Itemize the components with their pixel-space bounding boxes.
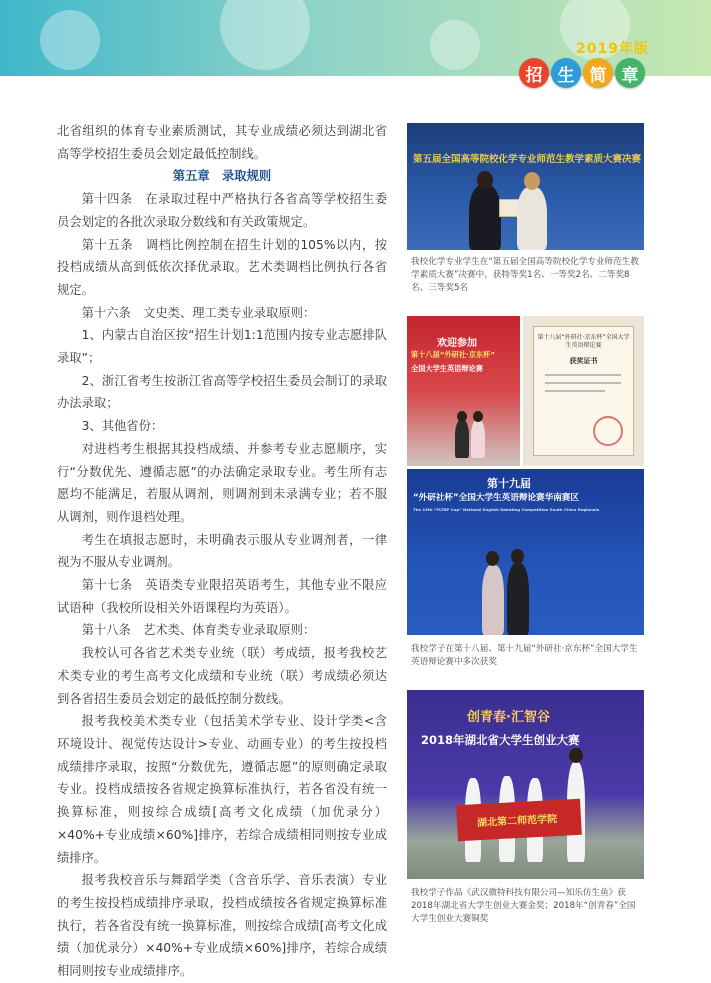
- certificate-title: 第十八届“外研社·京东杯”全国大学生英语辩论赛: [537, 334, 630, 349]
- paragraph: 第十五条 调档比例控制在招生计划的105%以内，按投档成绩从高到低依次择优录取。艺术类调档比例执行各省规定。: [57, 237, 387, 297]
- paragraph: 我校认可各省艺术类专业统（联）考成绩，报考我校艺术类专业的考生高考文化成绩和专业统（联）考成绩必须达到各省招生委员会划定的最低控制分数线。: [57, 646, 387, 706]
- chapter-heading: 第五章 录取规则: [172, 169, 272, 184]
- paragraph: 第十四条 在录取过程中严格执行各省高等学校招生委员会划定的各批次录取分数线和有关政策规定。: [57, 192, 387, 229]
- photo-entrepreneurship: [407, 690, 644, 879]
- title-char: 生: [551, 58, 581, 88]
- photo-banner: 第十八届“外研社·京东杯”: [411, 350, 496, 359]
- paragraph: 第十八条 艺术类、体育类专业录取原则：: [81, 623, 316, 638]
- paragraph: 北省组织的体育专业素质测试，其专业成绩必须达到湖北省高等学校招生委员会划定最低控制线。: [57, 124, 387, 161]
- photo-caption: 我校学子在第十八届、第十九届“外研社·京东杯”全国大学生英语辩论赛中多次获奖: [411, 644, 638, 667]
- person-head: [511, 549, 524, 564]
- photo-caption: 我校化学专业学生在“第五届全国高等院校化学专业师范生教学素质大赛”决赛中，获特等奖1名、一等奖2名、二等奖8名、三等奖5名: [411, 257, 639, 293]
- person: [507, 563, 529, 635]
- title-char: 简: [583, 58, 613, 88]
- person: [482, 565, 504, 635]
- paragraph: 2、浙江省考生按浙江省高等学校招生委员会制订的录取办法录取；: [57, 373, 387, 411]
- person-head: [486, 551, 499, 566]
- person: [517, 187, 547, 250]
- person: [455, 420, 469, 458]
- person-head: [473, 411, 483, 422]
- paragraph: 3、其他省份：: [81, 419, 164, 434]
- flag-text: 湖北第二师范学院: [476, 813, 558, 830]
- photo-banner: 第五届全国高等院校化学专业师范生教学素质大赛决赛: [413, 154, 642, 165]
- photo-banner: 创青春·汇智谷: [467, 710, 550, 725]
- person: [469, 185, 501, 250]
- photo-banner: 第十九届: [487, 477, 531, 490]
- photo-banner: “外研社杯”全国大学生英语辩论赛华南赛区: [413, 493, 579, 503]
- paragraph: 第十七条 英语类专业限招英语考生，其他专业不限应试语种（我校所设相关外语课程均为英语）。: [57, 578, 387, 615]
- paragraph: 对进档考生根据其投档成绩、并参考专业志愿顺序，实行“分数优先、遵循志愿”的办法确定录取专业。考生所有志愿均不能满足，若服从调剂，则调剂到未录满专业；若不服从调剂，则作退档处理。: [57, 441, 387, 524]
- person: [471, 420, 485, 458]
- paragraph: 1、内蒙古自治区按“招生计划1:1范围内按专业志愿排队录取”；: [57, 328, 387, 366]
- photo-regionals: [407, 469, 644, 635]
- paragraph: 报考我校美术类专业（包括美术学专业、设计学类<含环境设计、视觉传达设计>专业、动画专业）的考生按投档成绩排序录取，按照“分数优先，遵循志愿”的原则确定录取专业。投档成绩按各省规定换算标准执行，若各省没有统一换算标准，则按综合成绩[高考文化成绩（加优录分）×40%+专业成绩×60%]排序，若综合成绩相同则按专业成绩排序。: [57, 714, 387, 865]
- paragraph: 第十六条 文史类、理工类专业录取原则：: [81, 305, 316, 320]
- person-head: [569, 748, 583, 763]
- photo-certificate: [523, 316, 644, 466]
- photo-debate-stage: [407, 316, 520, 466]
- photo-banner: 2018年湖北省大学生创业大赛: [421, 733, 580, 747]
- photo-banner: 欢迎参加: [437, 338, 477, 349]
- photo-caption: 我校学子作品《武汉微特科技有限公司—知乐仿生鱼》获2018年湖北省大学生创业大赛金奖；2018年“创青春”全国大学生创业大赛铜奖: [411, 888, 636, 924]
- title-char: 章: [615, 58, 645, 88]
- photo-teaching-contest: [407, 123, 644, 250]
- title-char: 招: [519, 58, 549, 88]
- regulation-text: [57, 120, 387, 983]
- paragraph: 报考我校音乐与舞蹈学类（含音乐学、音乐表演）专业的考生按投档成绩排序录取，投档成绩按各省规定换算标准执行，若各省没有统一换算标准，则按综合成绩[高考文化成绩（加优录分）×40%+专业成绩×60%]排序，若综合成绩相同则按专业成绩排序。: [57, 873, 387, 979]
- certificate-heading: 获奖证书: [569, 357, 598, 365]
- photo-banner: The 19th “FLTRP Cup” National English Debating Competition South China Regionals: [413, 507, 600, 512]
- paragraph: 考生在填报志愿时，未明确表示服从专业调剂者，一律视为不服从专业调剂。: [57, 532, 387, 570]
- person-head: [457, 411, 467, 422]
- photo-banner: 全国大学生英语辩论赛: [411, 364, 483, 373]
- seal-stamp: [593, 416, 623, 446]
- person-head: [477, 171, 493, 189]
- edition-year: 2019年版: [576, 41, 649, 57]
- brochure-title: [519, 58, 645, 88]
- person-head: [524, 172, 540, 190]
